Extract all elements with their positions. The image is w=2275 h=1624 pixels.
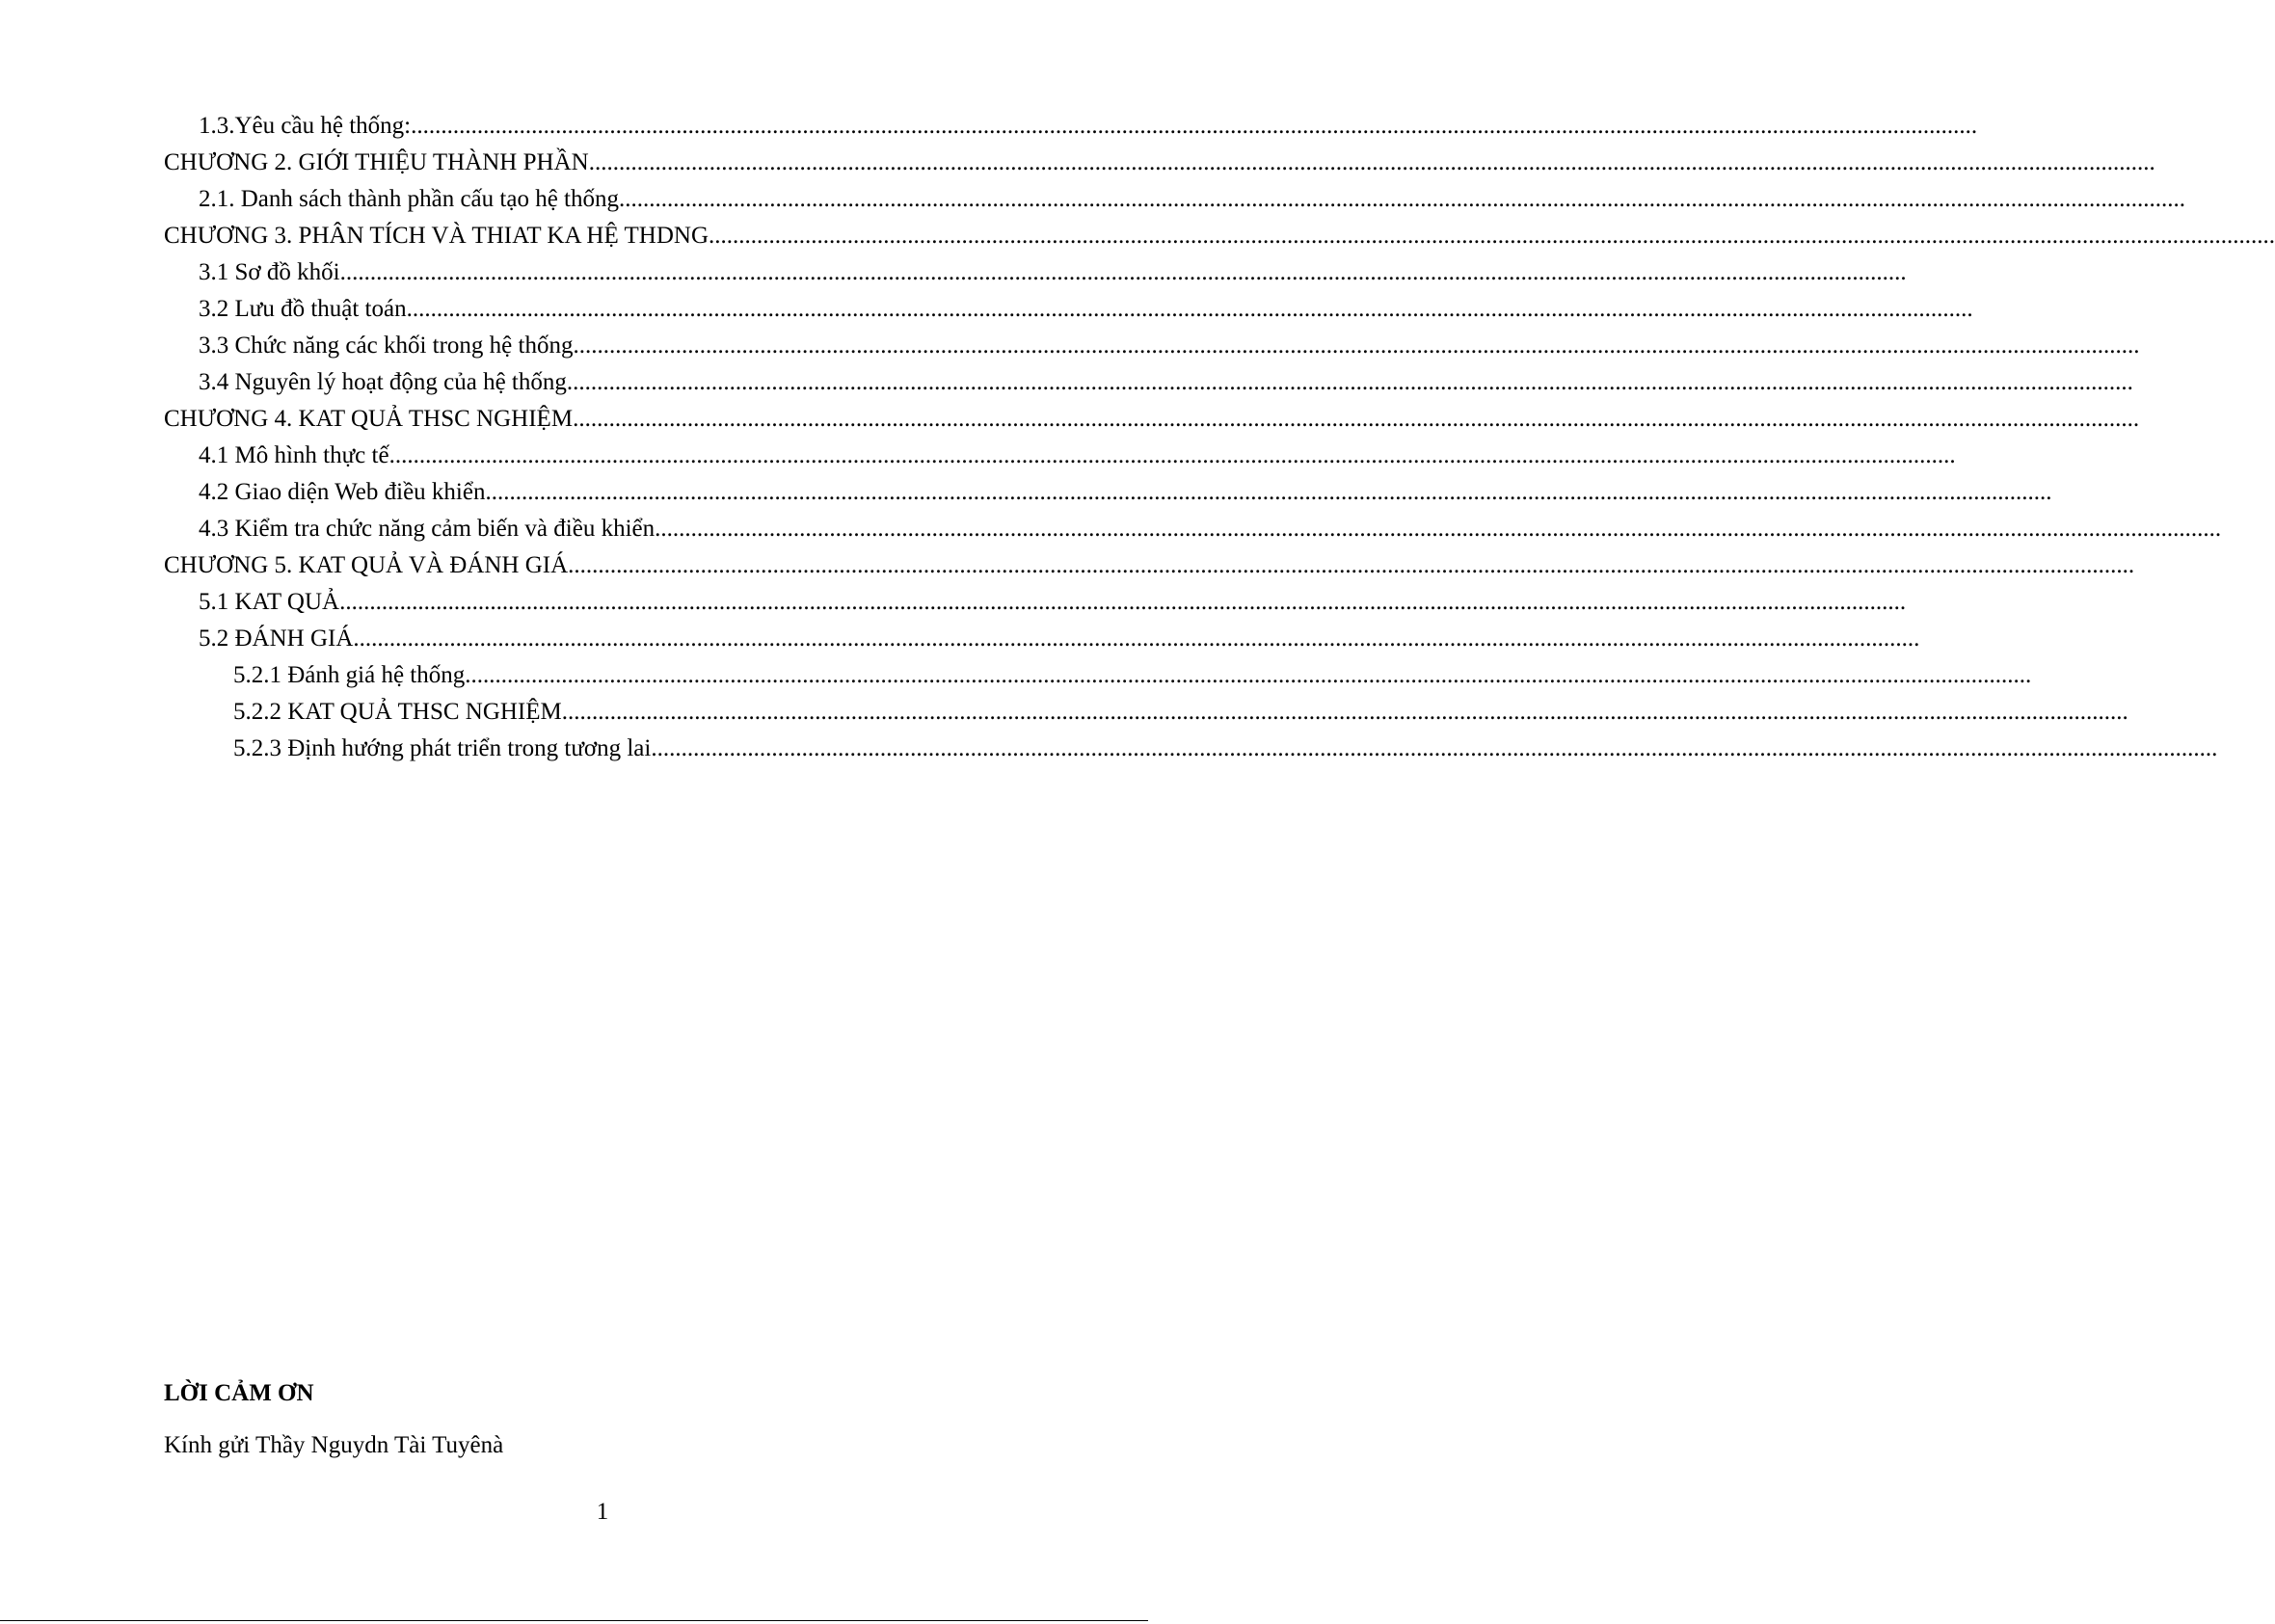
page-bottom-rule bbox=[0, 1620, 1148, 1621]
toc-entry[interactable] bbox=[0, 694, 2128, 731]
toc-entry-label: 3.3 Chức năng các khối trong hệ thống bbox=[199, 333, 574, 359]
toc-entry-label: 3.4 Nguyên lý hoạt động của hệ thống bbox=[199, 369, 567, 395]
toc-entry-label: CHƯƠNG 5. KAT QUẢ VÀ ĐÁNH GIÁ bbox=[164, 552, 569, 578]
toc-dot-leader: .................................................................................................................................................................................................................................................................... bbox=[573, 333, 2140, 359]
toc-entry[interactable] bbox=[0, 328, 2140, 364]
toc-entry[interactable] bbox=[0, 547, 2135, 584]
toc-entry-label: 5.2 ĐÁNH GIÁ bbox=[199, 626, 354, 652]
toc-dot-leader: .................................................................................................................................................................................................................................................................... bbox=[588, 149, 2155, 175]
toc-entry[interactable] bbox=[0, 657, 2032, 694]
toc-entry[interactable] bbox=[0, 364, 2133, 401]
toc-entry-label: 2.1. Danh sách thành phần cấu tạo hệ thống bbox=[199, 186, 619, 212]
toc-dot-leader: .................................................................................................................................................................................................................................................................... bbox=[655, 516, 2222, 542]
toc-entry-label: 1.3.Yêu cầu hệ thống: bbox=[199, 113, 412, 139]
toc-entry[interactable] bbox=[0, 145, 2155, 181]
toc-entry-label: 3.1 Sơ đồ khối bbox=[199, 259, 340, 285]
acknowledgement-salutation: Kính gửi Thầy Nguydn Tài Tuyênà bbox=[164, 1432, 504, 1458]
toc-dot-leader: .................................................................................................................................................................................................................................................................... bbox=[709, 223, 2275, 249]
toc-dot-leader: .................................................................................................................................................................................................................................................................... bbox=[465, 662, 2032, 688]
toc-entry-label: CHƯƠNG 4. KAT QUẢ THSC NGHIỆM bbox=[164, 406, 574, 432]
toc-entry-label: 4.3 Kiểm tra chức năng cảm biến và điều khiển bbox=[199, 516, 656, 542]
toc-entry-label: 4.1 Mô hình thực tế bbox=[199, 442, 389, 468]
toc-dot-leader: .................................................................................................................................................................................................................................................................... bbox=[388, 442, 1956, 468]
toc-entry[interactable] bbox=[0, 291, 1973, 328]
toc-dot-leader: .................................................................................................................................................................................................................................................................... bbox=[566, 369, 2133, 395]
toc-entry-label: CHƯƠNG 2. GIỚI THIỆU THÀNH PHẦN bbox=[164, 149, 589, 175]
toc-dot-leader: .................................................................................................................................................................................................................................................................... bbox=[651, 735, 2218, 761]
toc-entry[interactable] bbox=[0, 511, 2222, 547]
toc-entry[interactable] bbox=[0, 401, 2140, 438]
toc-entry-label: 5.2.3 Định hướng phát triển trong tương lai bbox=[233, 735, 652, 761]
table-of-contents bbox=[0, 108, 2275, 767]
toc-dot-leader: .................................................................................................................................................................................................................................................................... bbox=[406, 296, 1973, 322]
toc-dot-leader: .................................................................................................................................................................................................................................................................... bbox=[411, 113, 1978, 139]
toc-dot-leader: .................................................................................................................................................................................................................................................................... bbox=[353, 626, 1920, 652]
toc-entry[interactable] bbox=[0, 254, 1907, 291]
toc-entry[interactable] bbox=[0, 731, 2218, 767]
toc-dot-leader: .................................................................................................................................................................................................................................................................... bbox=[339, 589, 1907, 615]
toc-dot-leader: .................................................................................................................................................................................................................................................................... bbox=[573, 406, 2140, 432]
toc-dot-leader: .................................................................................................................................................................................................................................................................... bbox=[619, 186, 2185, 212]
toc-entry-label: 5.2.2 KAT QUẢ THSC NGHIỆM bbox=[233, 699, 562, 725]
toc-dot-leader: .................................................................................................................................................................................................................................................................... bbox=[568, 552, 2135, 578]
toc-dot-leader: .................................................................................................................................................................................................................................................................... bbox=[339, 259, 1907, 285]
toc-entry[interactable] bbox=[0, 438, 1956, 474]
toc-entry-label: 5.2.1 Đánh giá hệ thống bbox=[233, 662, 466, 688]
toc-entry[interactable] bbox=[0, 621, 1920, 657]
toc-dot-leader: .................................................................................................................................................................................................................................................................... bbox=[561, 699, 2128, 725]
toc-entry[interactable] bbox=[0, 218, 2275, 254]
toc-dot-leader: .................................................................................................................................................................................................................................................................... bbox=[485, 479, 2052, 505]
toc-entry[interactable] bbox=[0, 584, 1907, 621]
toc-entry[interactable] bbox=[0, 474, 2052, 511]
toc-entry[interactable] bbox=[0, 181, 2185, 218]
page-number: 1 bbox=[596, 1499, 609, 1525]
toc-entry-label: 5.1 KAT QUẢ bbox=[199, 589, 340, 615]
toc-entry-label: CHƯƠNG 3. PHÂN TÍCH VÀ THIAT KA HỆ THDNG bbox=[164, 223, 709, 249]
acknowledgement-heading: LỜI CẢM ƠN bbox=[164, 1380, 314, 1406]
toc-entry[interactable] bbox=[0, 108, 1978, 145]
toc-entry-label: 3.2 Lưu đồ thuật toán bbox=[199, 296, 407, 322]
toc-entry-label: 4.2 Giao diện Web điều khiển bbox=[199, 479, 486, 505]
